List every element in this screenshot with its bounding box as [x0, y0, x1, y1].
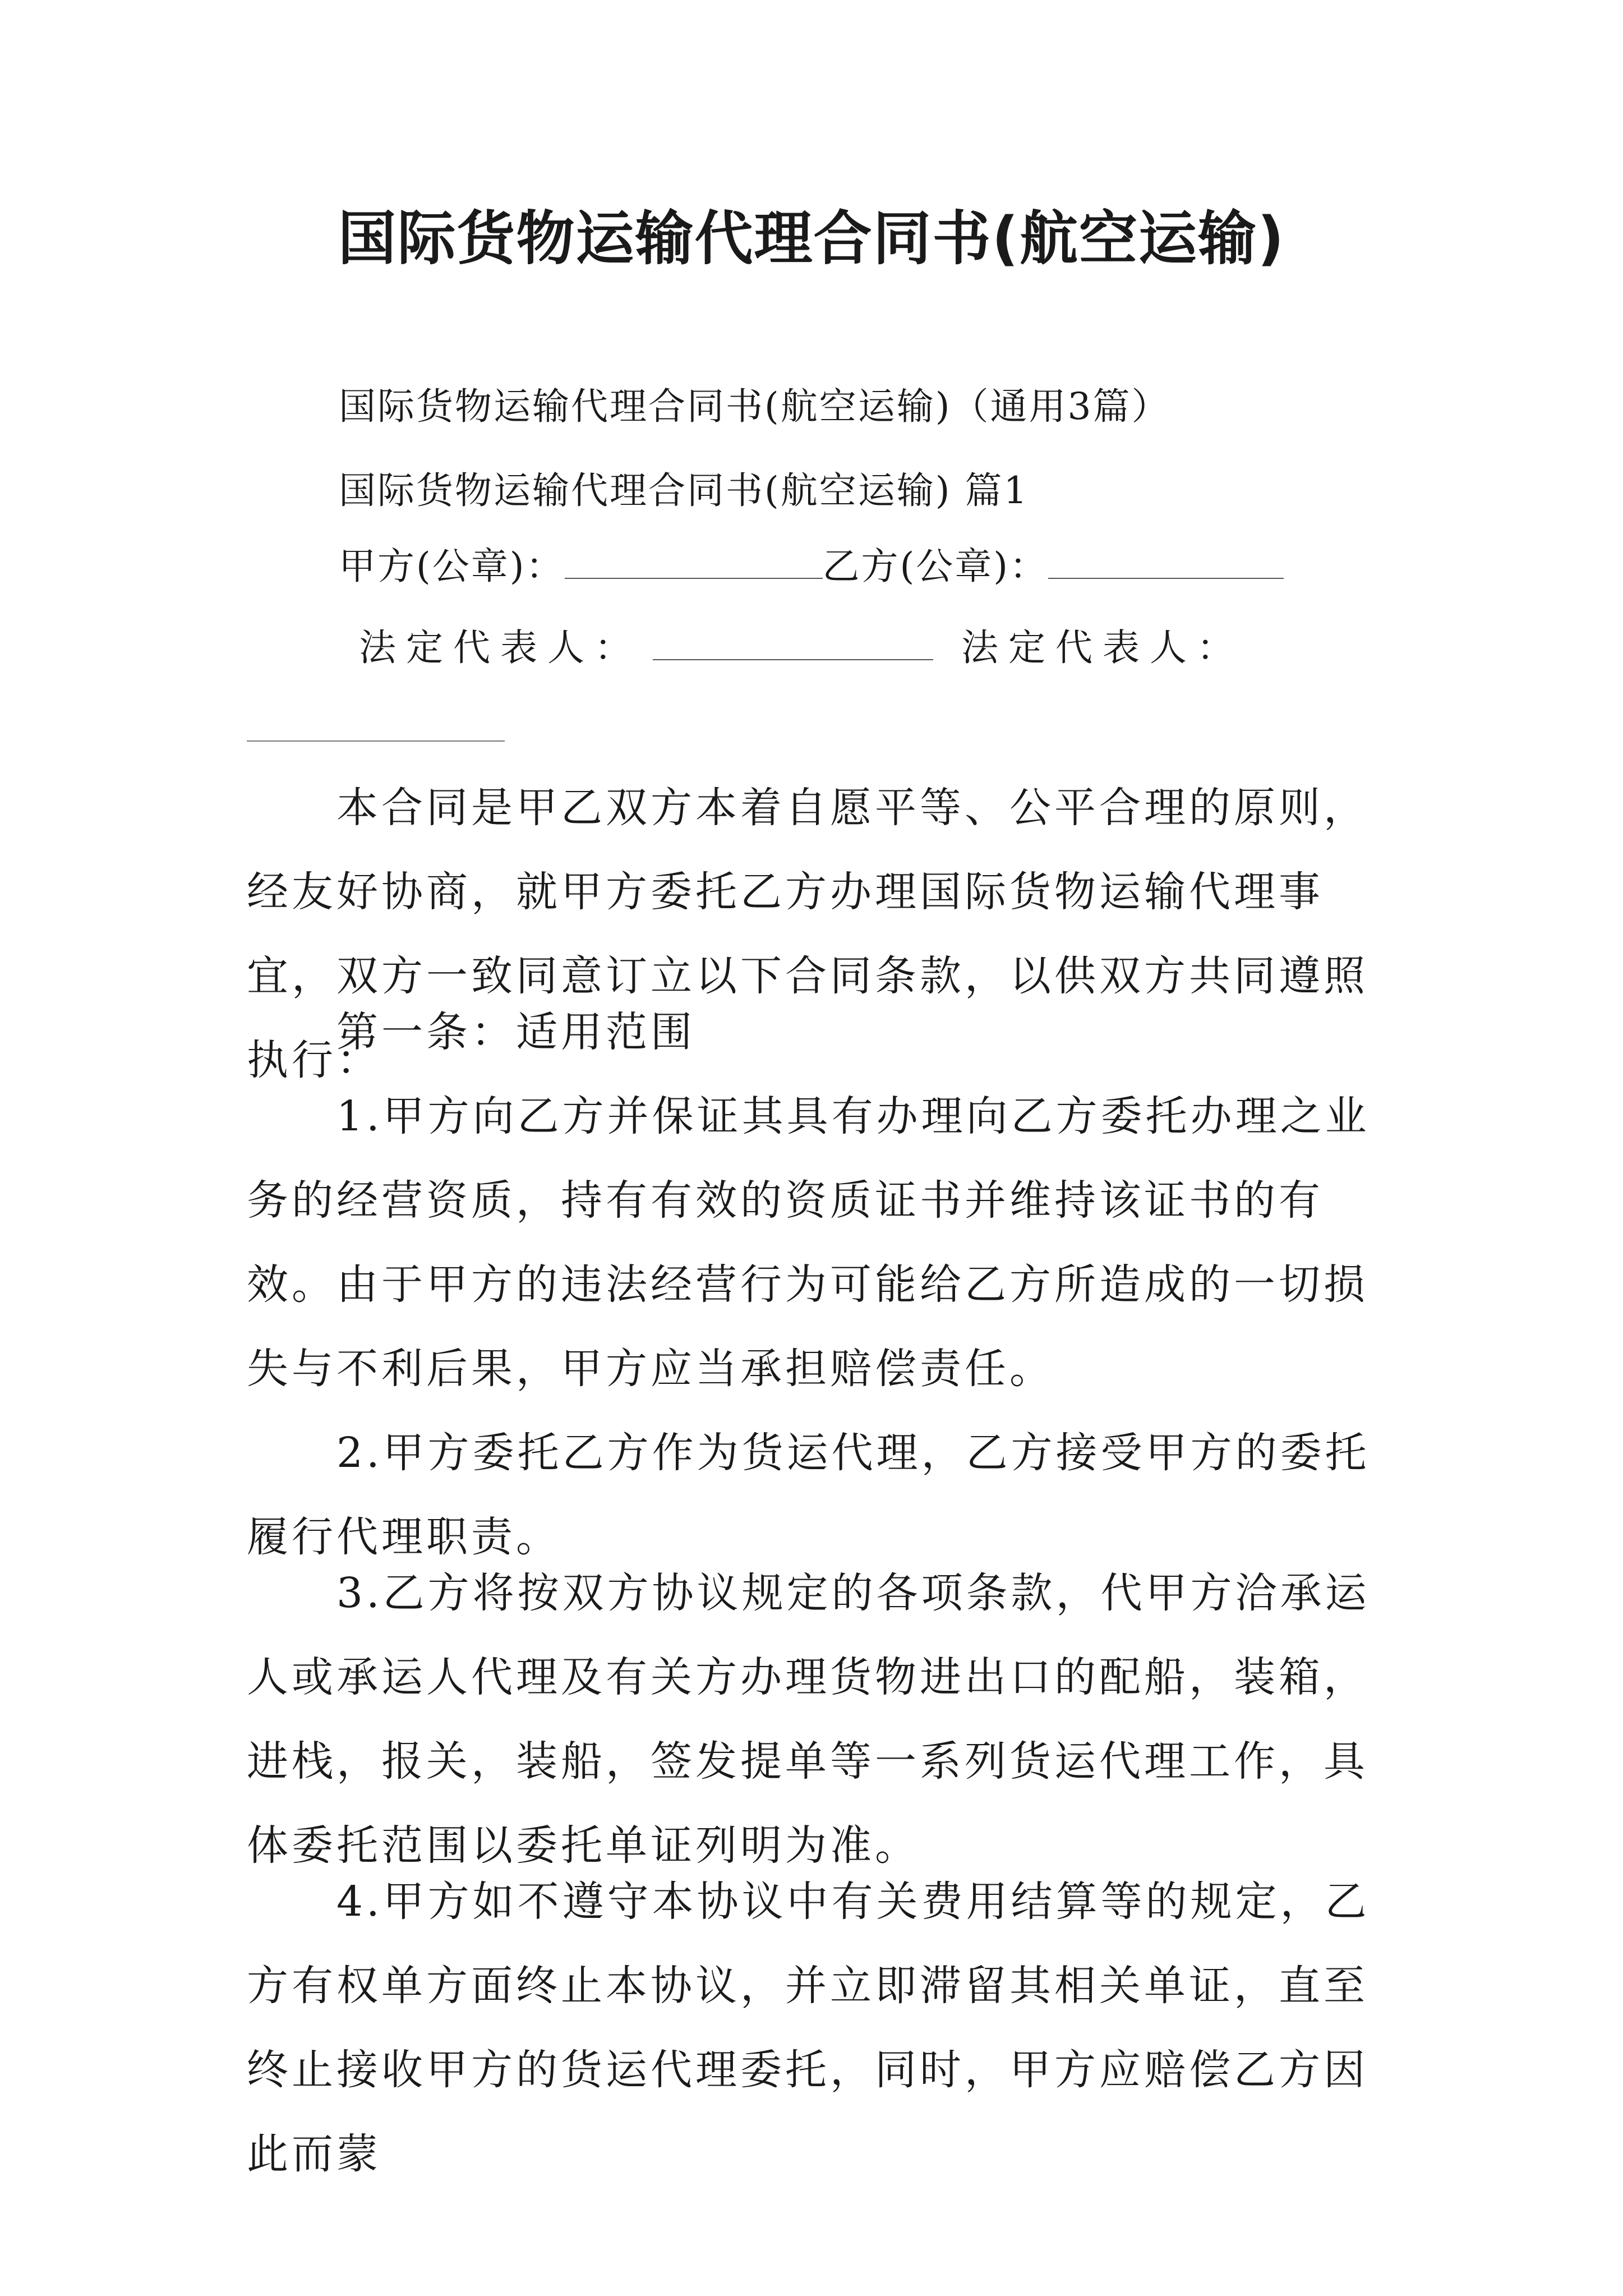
intro-paragraph: 本合同是甲乙双方本着自愿平等、公平合理的原则，经友好协商，就甲方委托乙方办理国际货物运输代理事宜，双方一致同意订立以下合同条款，以供双方共同遵照执行： [247, 784, 1368, 1084]
party-a-label: 甲方(公章)： [339, 545, 565, 588]
section-heading: 第一条：适用范围 [336, 1008, 695, 1056]
party-b-blank [1048, 544, 1284, 579]
clause-item-4: 4.甲方如不遵守本协议中有关费用结算等的规定，乙方有权单方面终止本协议，并立即滞留其相关单证，直至终止接收甲方的货运代理委托，同时，甲方应赔偿乙方因此而蒙 [247, 1878, 1370, 2178]
representative-line [359, 623, 1244, 673]
clause-item-1: 1.甲方向乙方并保证其具有办理向乙方委托办理之业务的经营资质，持有有效的资质证书并维持该证书的有效。由于甲方的违法经营行为可能给乙方所造成的一切损失与不利后果，甲方应当承担赔偿责任。 [247, 1092, 1370, 1393]
party-signature-line [339, 541, 1284, 592]
rep-b-blank [247, 740, 505, 742]
party-b-label: 乙方(公章)： [822, 545, 1048, 588]
rep-a-blank [653, 625, 933, 660]
rep-a-label: 法定代表人： [359, 626, 642, 669]
document-subtitle: 国际货物运输代理合同书(航空运输)（通用3篇） [339, 385, 1170, 428]
clause-item-2: 2.甲方委托乙方作为货运代理，乙方接受甲方的委托履行代理职责。 [247, 1429, 1370, 1561]
rep-b-label: 法定代表人： [961, 626, 1244, 669]
chapter-heading: 国际货物运输代理合同书(航空运输) 篇1 [339, 469, 1029, 512]
document-title: 国际货物运输代理合同书(航空运输) [338, 204, 1285, 273]
party-a-blank [565, 544, 823, 579]
clause-item-3: 3.乙方将按双方协议规定的各项条款，代甲方洽承运人或承运人代理及有关方办理货物进出口的配船，装箱，进栈，报关，装船，签发提单等一系列货运代理工作，具体委托范围以委托单证列明为准。 [247, 1569, 1370, 1870]
